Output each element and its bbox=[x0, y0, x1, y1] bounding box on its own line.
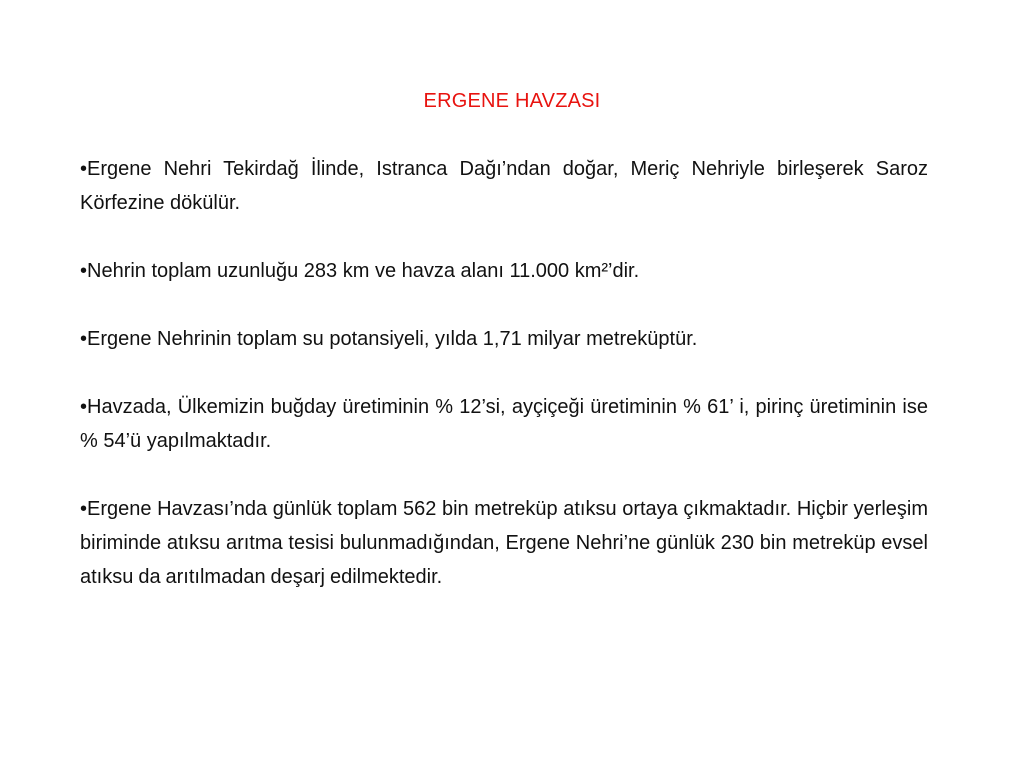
bullet-paragraph-2: •Nehrin toplam uzunluğu 283 km ve havza alanı 11.000 km²’dir. bbox=[80, 260, 640, 282]
bullet-paragraph-5: •Ergene Havzası’nda günlük toplam 562 bin metreküp atıksu ortaya çıkmaktadır. Hiçbir yerleşim biriminde atıksu arıtma tesisi bulunmadığından, Ergene Nehri’ne günlük 230 bin metreküp evsel atıksu da arıtılmadan deşarj edilmektedir. bbox=[80, 498, 928, 588]
slide-body bbox=[80, 152, 928, 594]
bullet-paragraph-1: •Ergene Nehri Tekirdağ İlinde, Istranca Dağı’ndan doğar, Meriç Nehriyle birleşerek Saroz Körfezine dökülür. bbox=[80, 158, 928, 214]
bullet-paragraph-3: •Ergene Nehrinin toplam su potansiyeli, yılda 1,71 milyar metreküptür. bbox=[80, 328, 698, 350]
bullet-paragraph-4: •Havzada, Ülkemizin buğday üretiminin % 12’si, ayçiçeği üretiminin % 61’ i, pirinç üretiminin ise % 54’ü yapılmaktadır. bbox=[80, 396, 928, 452]
slide-title: ERGENE HAVZASI bbox=[423, 90, 601, 112]
